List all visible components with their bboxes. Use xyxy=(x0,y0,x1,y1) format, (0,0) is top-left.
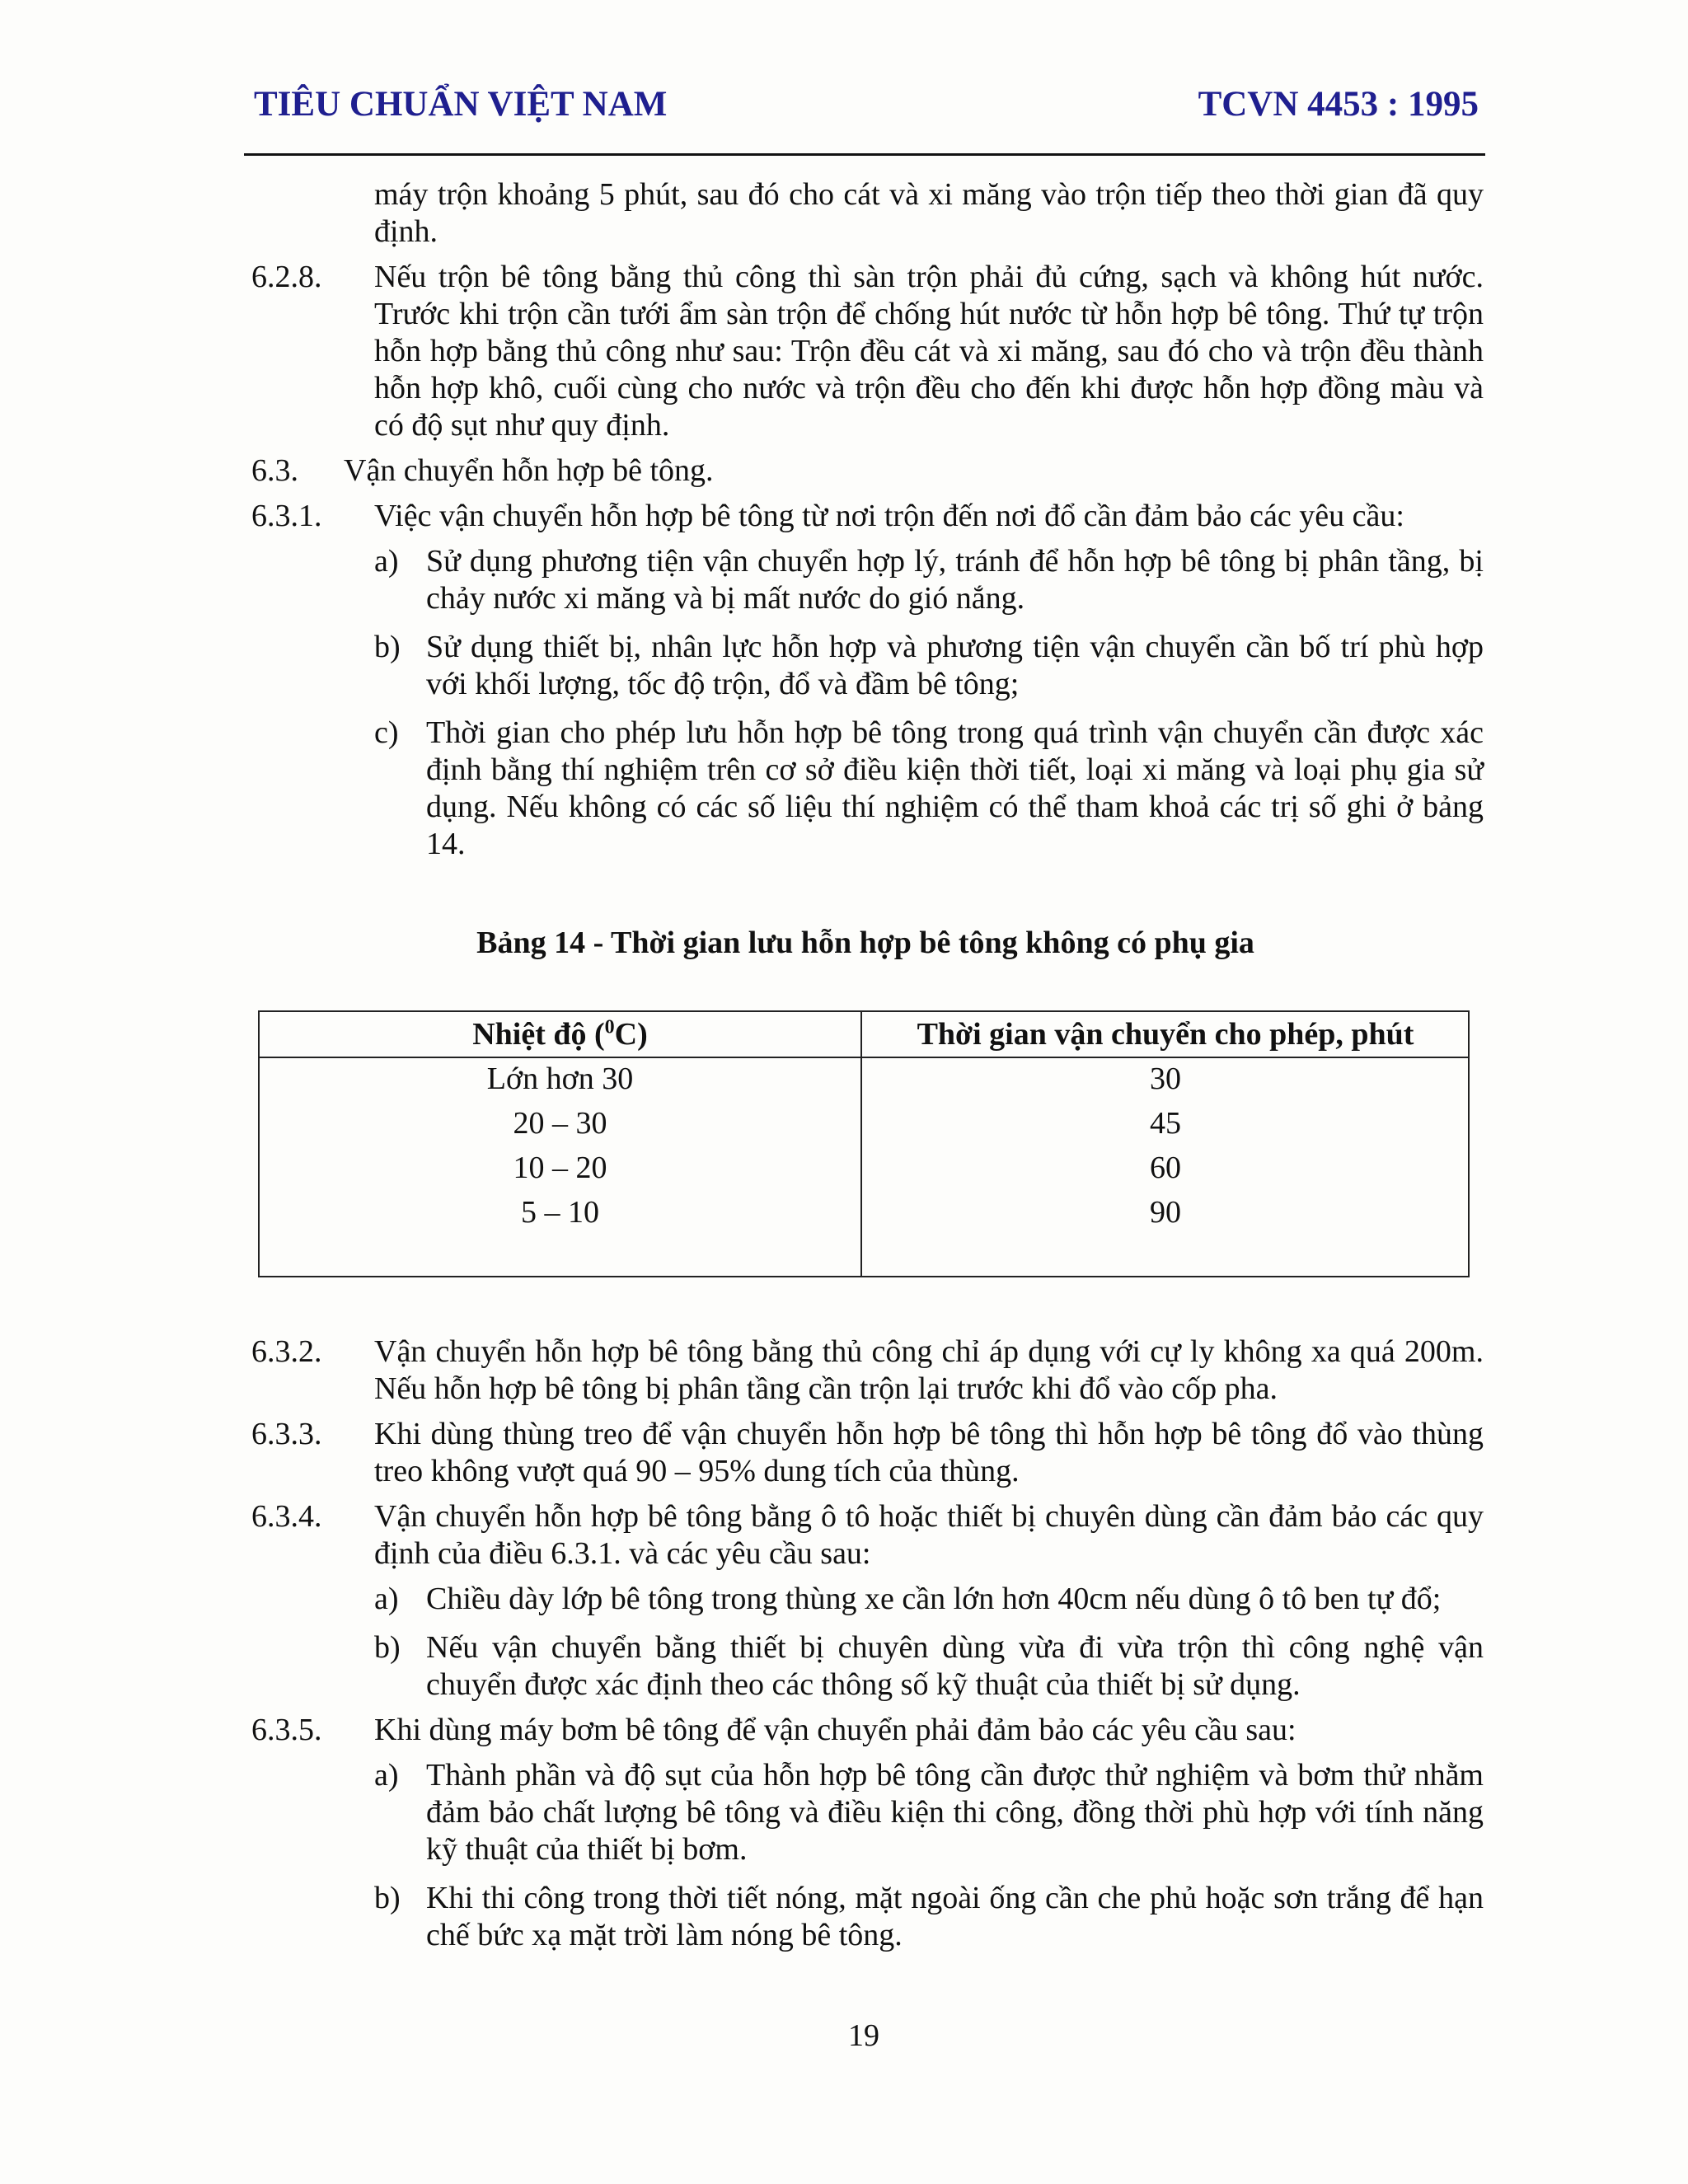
list-label: a) xyxy=(374,1758,399,1793)
list-text: Nếu vận chuyển bằng thiết bị chuyên dùng vừa đi vừa trộn thì công nghệ vận chuyển được xác định theo các thông số kỹ thuật của thiết bị sử dụng. xyxy=(426,1630,1484,1702)
paragraph-text: Khi dùng máy bơm bê tông để vận chuyển phải đảm bảo các yêu cầu sau: xyxy=(374,1713,1296,1747)
paragraph-text: Việc vận chuyển hỗn hợp bê tông từ nơi trộn đến nơi đổ cần đảm bảo các yêu cầu: xyxy=(374,499,1404,533)
list-text: Chiều dày lớp bê tông trong thùng xe cần lớn hơn 40cm nếu dùng ô tô ben tự đổ; xyxy=(426,1582,1442,1616)
clause-number: 6.3.4. xyxy=(251,1499,322,1534)
data-table xyxy=(258,1010,1470,1277)
clause-number: 6.3.5. xyxy=(251,1713,322,1747)
list-label: b) xyxy=(374,1881,401,1915)
table-cell: 90 xyxy=(1150,1195,1181,1230)
table-cell: 5 – 10 xyxy=(521,1195,599,1230)
paragraph-6-3-5 xyxy=(247,1712,1484,1749)
list-item-a xyxy=(374,1581,1484,1618)
list-label: a) xyxy=(374,544,399,579)
list-text: Thời gian cho phép lưu hỗn hợp bê tông trong quá trình vận chuyển cần được xác định bằng thí nghiệm trên cơ sở điều kiện thời tiết, loại xi măng và loại phụ gia sử dụng. Nếu không có các số liệu thí nghiệm có thể tham khoả các trị số ghi ở bảng 14. xyxy=(426,715,1484,861)
table-column-time xyxy=(862,1012,1469,1235)
table-cell: 45 xyxy=(1150,1106,1181,1141)
list-label: c) xyxy=(374,715,399,750)
table-header-time: Thời gian vận chuyển cho phép, phút xyxy=(917,1017,1414,1052)
clause-number: 6.3.3. xyxy=(251,1417,322,1451)
list-text: Khi thi công trong thời tiết nóng, mặt ngoài ống cần che phủ hoặc sơn trắng để hạn chế bức xạ mặt trời làm nóng bê tông. xyxy=(426,1881,1484,1952)
paragraph-6-3-2 xyxy=(247,1333,1484,1408)
section-heading: Vận chuyển hỗn hợp bê tông. xyxy=(344,453,714,488)
clause-number: 6.2.8. xyxy=(251,260,322,294)
header-text-tail: C) xyxy=(614,1017,648,1052)
clause-number: 6.3.2. xyxy=(251,1334,322,1369)
paragraph-text: máy trộn khoảng 5 phút, sau đó cho cát và xi măng vào trộn tiếp theo thời gian đã quy định. xyxy=(374,177,1484,249)
list-item-b xyxy=(374,1880,1484,1954)
table-cell: Lớn hơn 30 xyxy=(486,1062,634,1096)
paragraph-6-2-8 xyxy=(247,259,1484,444)
header-superscript: 0 xyxy=(604,1016,615,1038)
table-title: Bảng 14 - Thời gian lưu hỗn hợp bê tông không có phụ gia xyxy=(476,926,1254,960)
table-cell: 20 – 30 xyxy=(513,1106,607,1141)
paragraph-text: Vận chuyển hỗn hợp bê tông bằng ô tô hoặc thiết bị chuyên dùng cần đảm bảo các quy định của điều 6.3.1. và các yêu cầu sau: xyxy=(374,1499,1484,1571)
list-item-a xyxy=(374,543,1484,617)
list-item-b xyxy=(374,1629,1484,1704)
paragraph-text: Khi dùng thùng treo để vận chuyển hỗn hợp bê tông thì hỗn hợp bê tông đổ vào thùng treo không vượt quá 90 – 95% dung tích của thùng. xyxy=(374,1417,1484,1488)
paragraph-6-3-3 xyxy=(247,1416,1484,1490)
header-standard-name: TIÊU CHUẨN VIỆT NAM xyxy=(254,85,668,124)
page-number: 19 xyxy=(848,2018,879,2053)
list-item-c xyxy=(374,715,1484,863)
list-item-a xyxy=(374,1757,1484,1868)
paragraph-6-3 xyxy=(247,452,1484,490)
table-cell: 10 – 20 xyxy=(513,1151,607,1185)
list-label: b) xyxy=(374,1630,401,1665)
header-standard-code: TCVN 4453 : 1995 xyxy=(1198,85,1479,124)
list-text: Sử dụng phương tiện vận chuyển hợp lý, tránh để hỗn hợp bê tông bị phân tầng, bị chảy nước xi măng và bị mất nước do gió nắng. xyxy=(426,544,1484,616)
list-item-b xyxy=(374,629,1484,703)
table-cell: 30 xyxy=(1150,1062,1181,1096)
clause-number: 6.3. xyxy=(251,453,298,488)
paragraph-text: Vận chuyển hỗn hợp bê tông bằng thủ công chỉ áp dụng với cự ly không xa quá 200m. Nếu hỗn hợp bê tông bị phân tầng cần trộn lại trước khi đổ vào cốp pha. xyxy=(374,1334,1484,1406)
table-column-temperature xyxy=(260,1012,860,1235)
header-text: Nhiệt độ ( xyxy=(472,1017,605,1052)
page-header xyxy=(246,84,1482,130)
clause-number: 6.3.1. xyxy=(251,499,322,533)
table-cell: 60 xyxy=(1150,1151,1181,1185)
list-label: a) xyxy=(374,1582,399,1616)
document-body-top xyxy=(247,176,1484,863)
list-text: Sử dụng thiết bị, nhân lực hỗn hợp và phương tiện vận chuyển cần bố trí phù hợp với khối lượng, tốc độ trộn, đổ và đầm bê tông; xyxy=(426,630,1484,701)
paragraph-6-3-4 xyxy=(247,1498,1484,1572)
paragraph-continuation xyxy=(247,176,1484,251)
paragraph-text: Nếu trộn bê tông bằng thủ công thì sàn trộn phải đủ cứng, sạch và không hút nước. Trước khi trộn cần tưới ẩm sàn trộn để chống hút nước từ hỗn hợp bê tông. Thứ tự trộn hỗn hợp bằng thủ công như sau: Trộn đều cát và xi măng, sau đó cho và trộn đều thành hỗn hợp khô, cuối cùng cho nước và trộn đều cho đến khi được hỗn hợp đồng màu và có độ sụt như quy định. xyxy=(374,260,1484,443)
table-header-temperature xyxy=(260,1012,860,1057)
list-label: b) xyxy=(374,630,401,664)
list-text: Thành phần và độ sụt của hỗn hợp bê tông cần được thử nghiệm và bơm thử nhằm đảm bảo chất lượng bê tông và điều kiện thi công, đồng thời phù hợp với tính năng kỹ thuật của thiết bị bơm. xyxy=(426,1758,1484,1867)
header-rule xyxy=(244,153,1485,156)
paragraph-6-3-1 xyxy=(247,498,1484,535)
document-body-bottom xyxy=(247,1333,1484,1954)
